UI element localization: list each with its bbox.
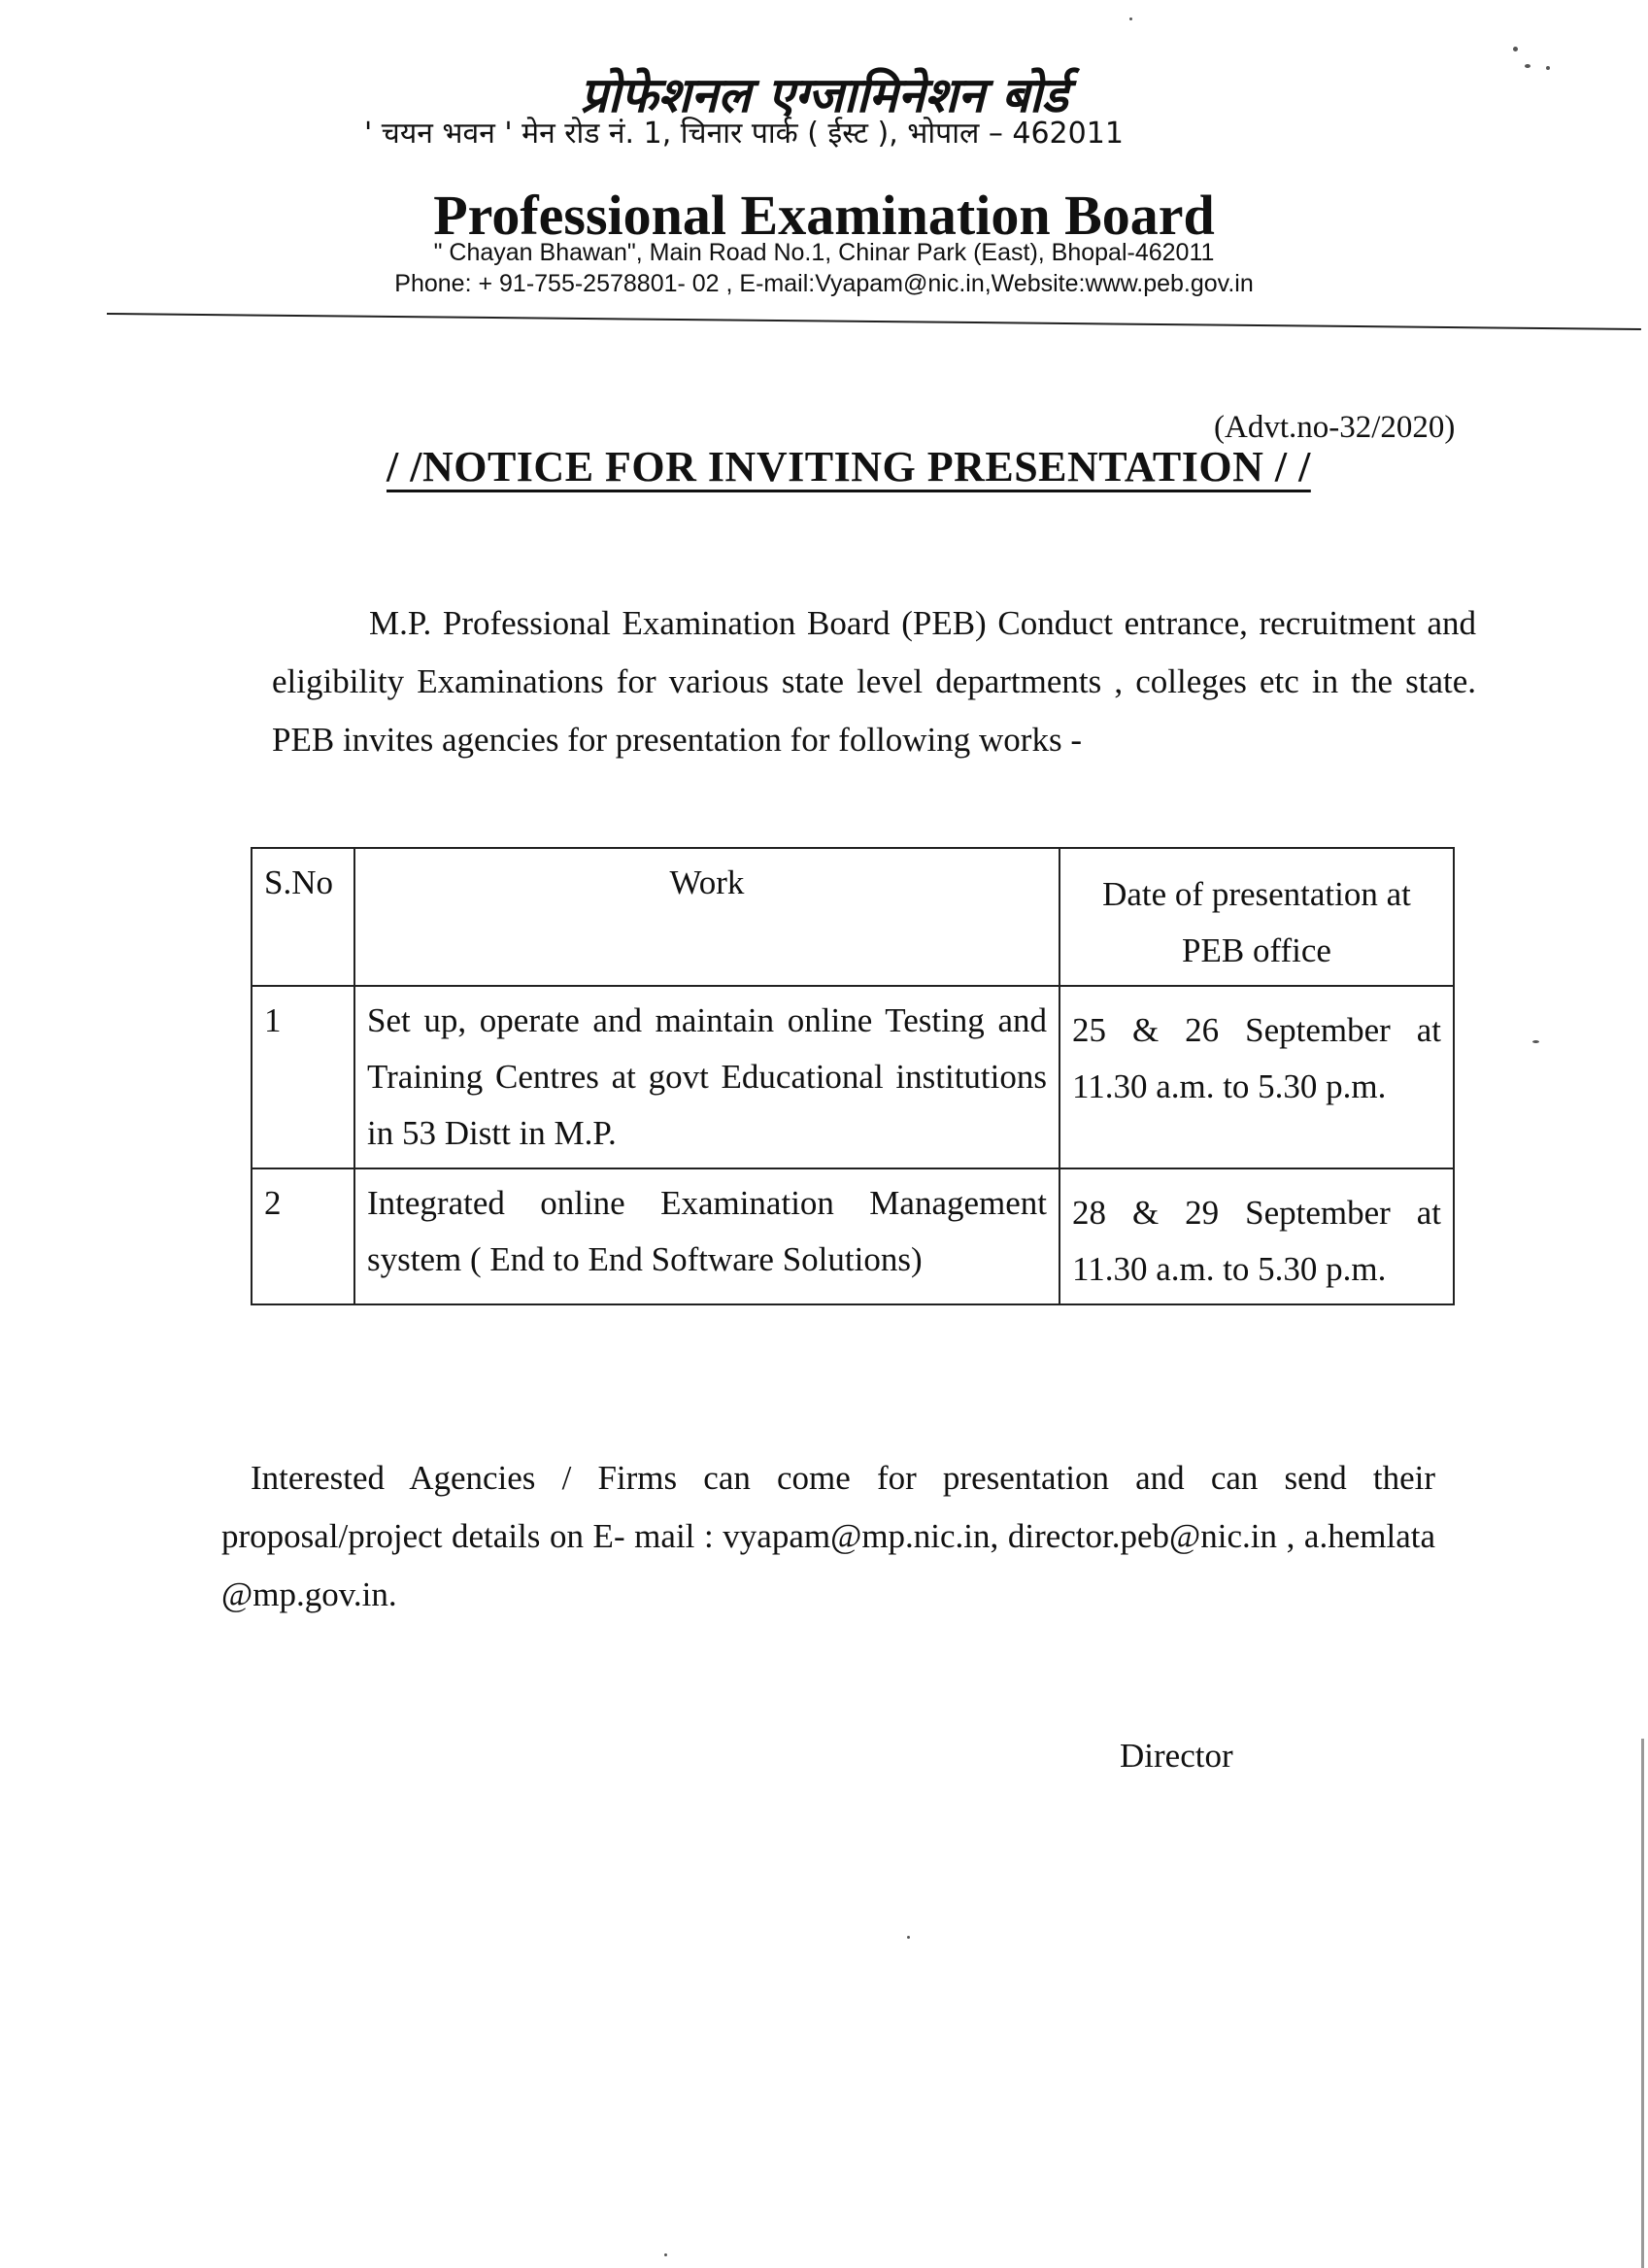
letterhead-english-address: " Chayan Bhawan", Main Road No.1, Chinar Park (East), Bhopal-462011: [433, 239, 1215, 266]
closing-paragraph: Interested Agencies / Firms can come for presentation and can send their proposal/project details on E- mail : vyapam@mp.nic.in, director.peb@nic.in , a.hemlata @mp.gov.in.: [221, 1459, 1435, 1613]
table-header-row: [252, 848, 1454, 986]
notice-title: / /NOTICE FOR INVITING PRESENTATION / /: [387, 443, 1311, 491]
letterhead-hindi-name: प्रोफेशनल एग्जामिनेशन बोर्ड: [580, 67, 1068, 123]
scan-speck: [1525, 64, 1530, 68]
letterhead-hindi-address: ' चयन भवन ' मेन रोड नं. 1, चिनार पार्क ( ईस्ट ), भोपाल – 462011: [364, 117, 1124, 151]
works-table: [251, 847, 1455, 1305]
row-sno: 2: [252, 1168, 354, 1304]
letterhead-contact: Phone: + 91-755-2578801- 02 , E-mail:Vyapam@nic.in,Website:www.peb.gov.in: [394, 270, 1254, 297]
signatory: Director: [1120, 1737, 1233, 1775]
letterhead-divider: [107, 313, 1641, 330]
scan-speck: [1129, 17, 1132, 20]
scan-speck: [907, 1936, 910, 1939]
advertisement-number: (Advt.no-32/2020): [1214, 410, 1456, 445]
row-sno: 1: [252, 986, 354, 1168]
letterhead-address-block: [0, 237, 1648, 299]
letterhead-english-name: Professional Examination Board: [433, 184, 1215, 247]
scan-speck: [1513, 47, 1518, 51]
table-row: [252, 1168, 1454, 1304]
header-sno: S.No: [252, 848, 354, 986]
row-date: 28 & 29 September at 11.30 a.m. to 5.30 p.m.: [1059, 1168, 1454, 1304]
scan-speck: [1546, 66, 1550, 70]
row-work: Integrated online Examination Management system ( End to End Software Solutions): [354, 1168, 1059, 1304]
intro-paragraph: M.P. Professional Examination Board (PEB) Conduct entrance, recruitment and eligibility Examinations for various state level departments , colleges etc in the state. PEB invites agencies for presentation for following works -: [272, 604, 1476, 759]
header-date: Date of presentation at PEB office: [1059, 848, 1454, 986]
scan-edge: [1641, 1739, 1644, 2268]
row-date: 25 & 26 September at 11.30 a.m. to 5.30 p.m.: [1059, 986, 1454, 1168]
header-work: Work: [354, 848, 1059, 986]
scan-speck: [664, 2253, 667, 2256]
scan-speck: [1532, 1040, 1539, 1043]
row-work: Set up, operate and maintain online Testing and Training Centres at govt Educational institutions in 53 Distt in M.P.: [354, 986, 1059, 1168]
table-row: [252, 986, 1454, 1168]
